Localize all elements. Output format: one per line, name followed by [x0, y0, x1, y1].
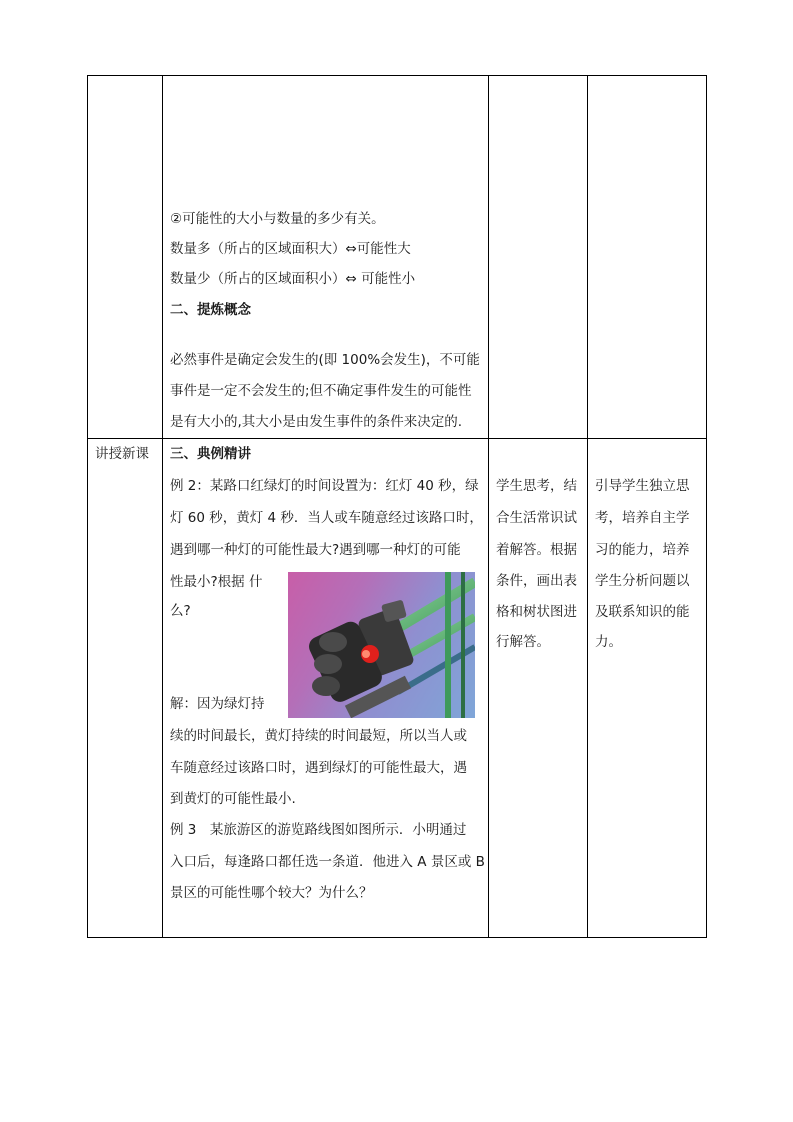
text-line: 到黄灯的可能性最小.	[170, 791, 296, 807]
stage-label: 讲授新课	[95, 446, 149, 462]
student-activity-line: 格和树状图进	[496, 604, 577, 620]
col-divider-1	[162, 75, 163, 938]
design-intent-line: 引导学生独立思	[595, 478, 690, 494]
student-activity-line: 学生思考，结	[496, 478, 577, 494]
traffic-light-photo	[288, 572, 475, 718]
design-intent-line: 力。	[595, 634, 622, 650]
traffic-light-illustration	[288, 572, 475, 718]
text-line: 是有大小的,其大小是由发生事件的条件来决定的.	[170, 414, 463, 430]
text-line: ②可能性的大小与数量的多少有关。	[170, 211, 385, 227]
text-line: 性最小?根据 什	[170, 574, 263, 590]
text-line: 例 3 某旅游区的游览路线图如图所示．小明通过	[170, 822, 467, 838]
student-activity-line: 条件，画出表	[496, 573, 577, 589]
table-border-top	[87, 75, 707, 76]
text-line: 续的时间最长，黄灯持续的时间最短，所以当人或	[170, 728, 467, 744]
text-line: 数量多（所占的区域面积大）⇔可能性大	[170, 241, 411, 257]
design-intent-line: 习的能力，培养	[595, 542, 690, 558]
table-border-mid	[87, 438, 707, 439]
text-line: 车随意经过该路口时，遇到绿灯的可能性最大，遇	[170, 760, 467, 776]
table-border-bottom	[87, 937, 707, 938]
table-border-left	[87, 75, 88, 938]
text-line: 例 2：某路口红绿灯的时间设置为：红灯 40 秒，绿	[170, 478, 479, 494]
table-border-right	[706, 75, 707, 938]
text-line: 入口后，每逢路口都任选一条道．他进入 A 景区或 B	[170, 854, 485, 870]
section-heading: 三、典例精讲	[170, 446, 251, 462]
student-activity-line: 合生活常识试	[496, 510, 577, 526]
text-line: 么?	[170, 603, 191, 619]
text-line: 必然事件是确定会发生的(即 100%会发生)，不可能	[170, 352, 480, 368]
solution-start: 解：因为绿灯持	[170, 696, 265, 712]
col-divider-3	[587, 75, 588, 938]
text-line: 遇到哪一种灯的可能性最大?遇到哪一种灯的可能	[170, 542, 461, 558]
text-line: 数量少（所占的区域面积小）⇔ 可能性小	[170, 271, 416, 287]
design-intent-line: 及联系知识的能	[595, 604, 690, 620]
section-heading: 二、提炼概念	[170, 302, 251, 318]
student-activity-line: 行解答。	[496, 634, 550, 650]
text-line: 灯 60 秒，黄灯 4 秒．当人或车随意经过该路口时，	[170, 510, 483, 526]
text-line: 景区的可能性哪个较大？为什么？	[170, 885, 373, 901]
design-intent-line: 学生分析问题以	[595, 573, 690, 589]
text-line: 事件是一定不会发生的;但不确定事件发生的可能性	[170, 383, 472, 399]
student-activity-line: 着解答。根据	[496, 542, 577, 558]
col-divider-2	[488, 75, 489, 938]
design-intent-line: 考，培养自主学	[595, 510, 690, 526]
